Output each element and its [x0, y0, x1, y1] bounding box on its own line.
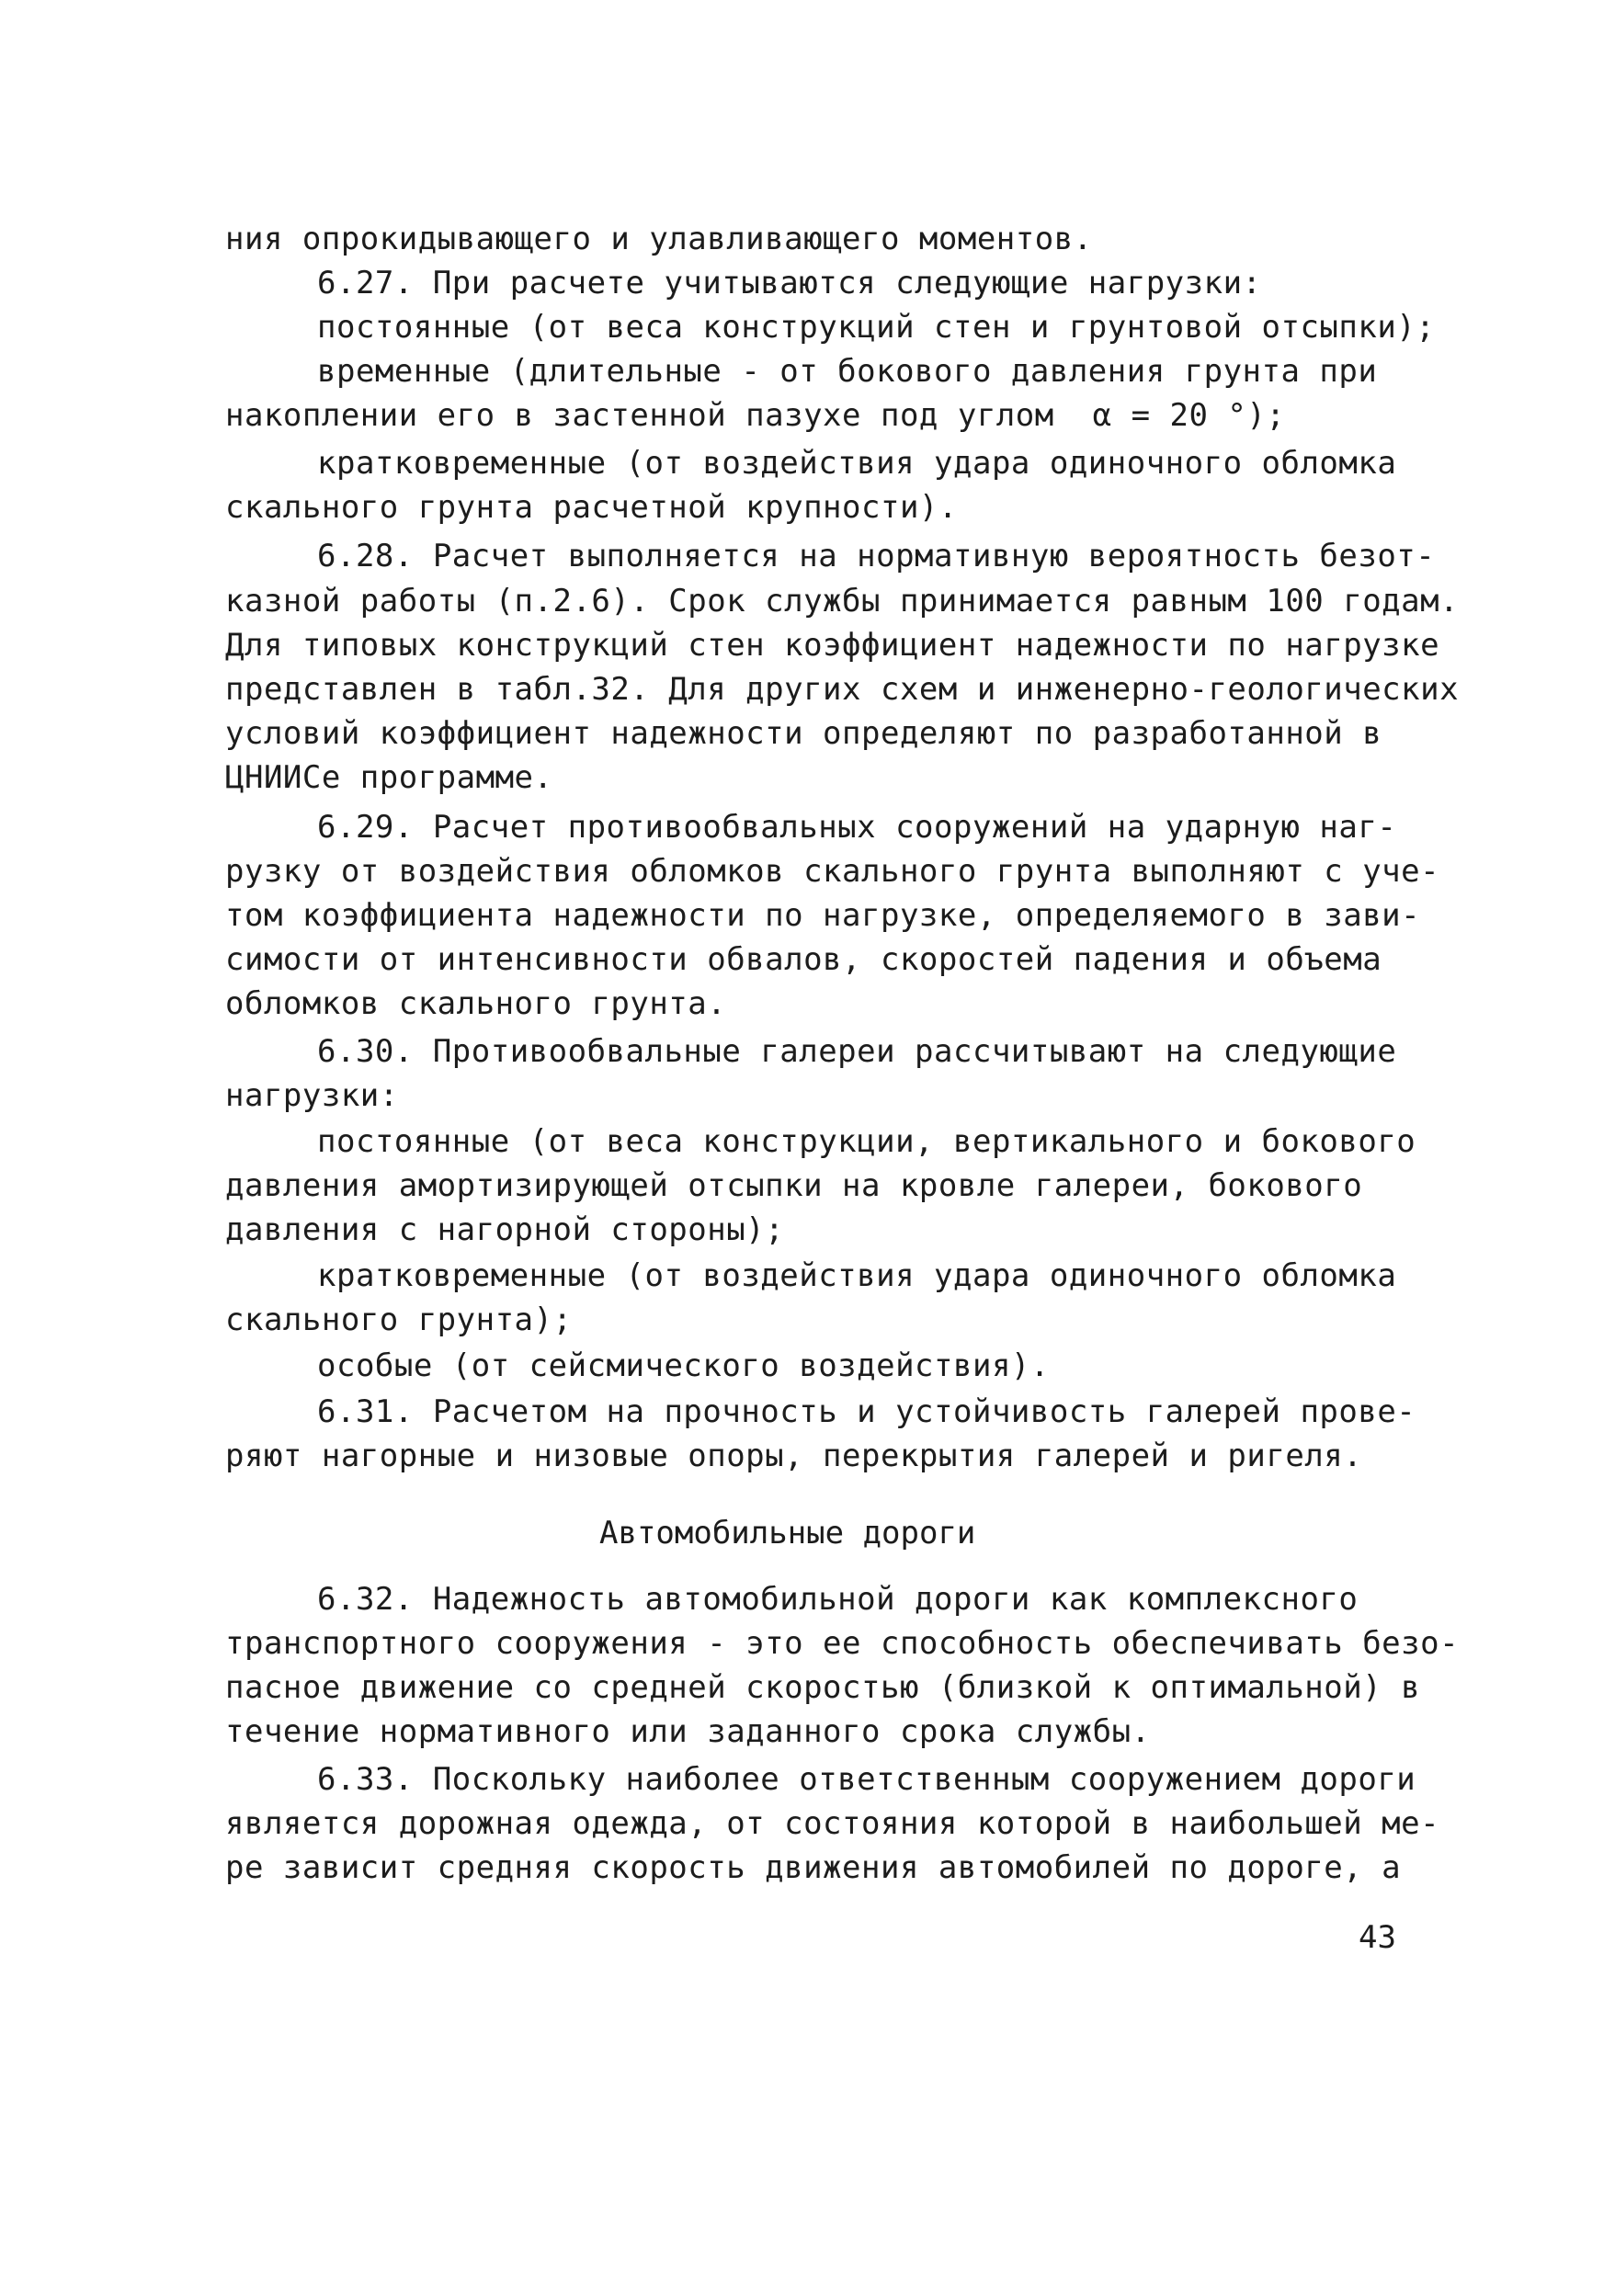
text-line: давления амортизирующей отсыпки на кровле галереи, бокового [225, 1167, 1363, 1204]
text-line: кратковременные (от воздействия удара одиночного обломка [317, 445, 1397, 482]
text-line: том коэффициента надежности по нагрузке, определяемого в зави- [225, 897, 1421, 934]
text-line: постоянные (от веса конструкции, вертикального и бокового [317, 1123, 1416, 1160]
text-line: условий коэффициент надежности определяют по разработанной в [225, 715, 1382, 752]
text-line: Для типовых конструкций стен коэффициент надежности по нагрузке [225, 627, 1440, 664]
text-line: 6.29. Расчет противообвальных сооружений на ударную наг- [317, 809, 1397, 846]
text-line: 6.28. Расчет выполняется на нормативную вероятность безот- [317, 538, 1436, 574]
text-line: ния опрокидывающего и улавливающего моментов. [225, 221, 1093, 257]
text-line: скального грунта); [225, 1301, 573, 1338]
text-line: временные (длительные - от бокового давления грунта при [317, 353, 1378, 390]
section-heading: Автомобильные дороги [599, 1515, 976, 1552]
text-line: рузку от воздействия обломков скального грунта выполняют с уче- [225, 853, 1440, 890]
text-line: кратковременные (от воздействия удара одиночного обломка [317, 1257, 1397, 1294]
text-line: является дорожная одежда, от состояния которой в наибольшей ме- [225, 1805, 1440, 1842]
text-line: пасное движение со средней скоростью (близкой к оптимальной) в [225, 1669, 1421, 1706]
text-line: постоянные (от веса конструкций стен и грунтовой отсыпки); [317, 309, 1436, 346]
text-line: казной работы (п.2.6). Срок службы принимается равным 100 годам. [225, 583, 1460, 619]
text-line: нагрузки: [225, 1077, 399, 1114]
text-line: 6.31. Расчетом на прочность и устойчивость галерей прове- [317, 1393, 1416, 1430]
text-line: скального грунта расчетной крупности). [225, 489, 958, 526]
text-line: симости от интенсивности обвалов, скоростей падения и объема [225, 941, 1382, 978]
text-line: 6.33. Поскольку наиболее ответственным сооружением дороги [317, 1761, 1416, 1798]
text-line: ре зависит средняя скорость движения автомобилей по дороге, а [225, 1849, 1402, 1886]
text-line: 6.27. При расчете учитываются следующие нагрузки: [317, 265, 1262, 301]
text-line: представлен в табл.32. Для других схем и инженерно-геологических [225, 671, 1460, 708]
page-number: 43 [1359, 1919, 1396, 1956]
text-line: 6.32. Надежность автомобильной дороги как комплексного [317, 1581, 1359, 1618]
text-line: ряют нагорные и низовые опоры, перекрытия галерей и ригеля. [225, 1438, 1363, 1474]
text-line: обломков скального грунта. [225, 985, 727, 1022]
text-line: транспортного сооружения - это ее способность обеспечивать безо- [225, 1625, 1460, 1662]
text-line: особые (от сейсмического воздействия). [317, 1347, 1050, 1384]
text-line: ЦНИИСе программе. [225, 759, 553, 796]
text-line: давления с нагорной стороны); [225, 1211, 785, 1248]
text-line: накоплении его в застенной пазухе под углом α = 20 °); [225, 397, 1286, 434]
text-line: 6.30. Противообвальные галереи рассчитывают на следующие [317, 1033, 1397, 1070]
text-line: течение нормативного или заданного срока службы. [225, 1713, 1151, 1750]
